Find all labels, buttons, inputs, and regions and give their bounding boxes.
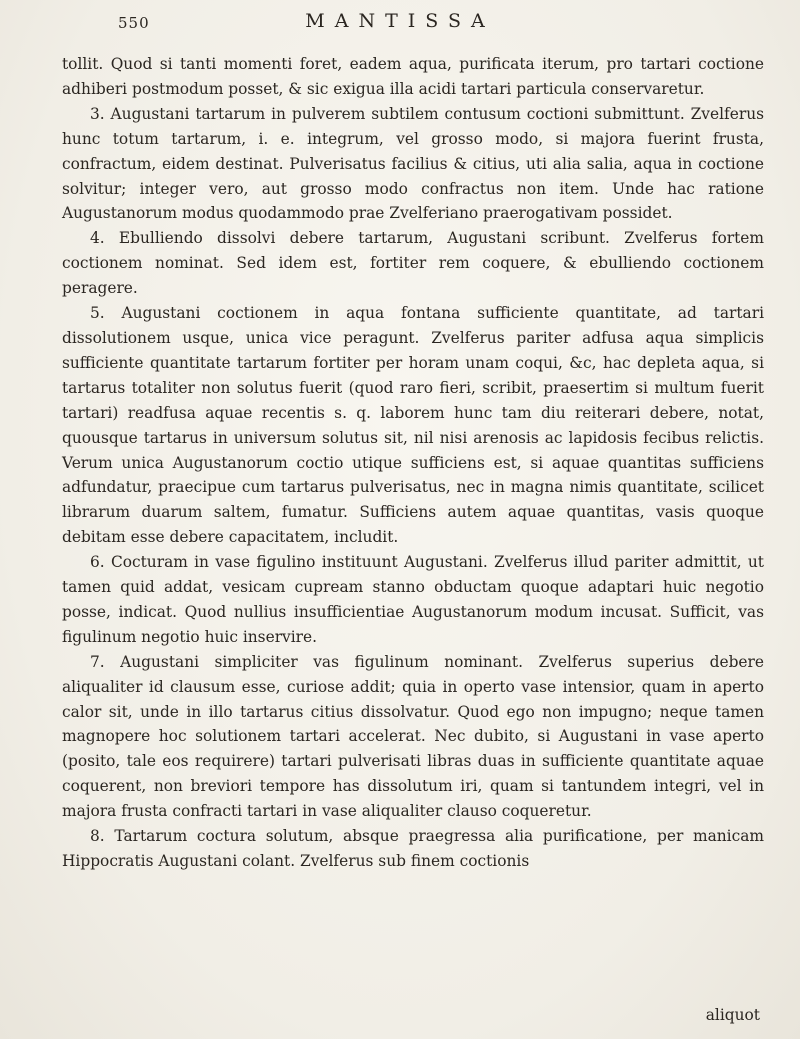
paragraph-8: 8. Tartarum coctura solutum, absque praegressa alia purificatione, per manicam Hippocratis Augustani colant. Zvelferus sub finem coctionis <box>62 827 764 870</box>
page-number: 550 <box>118 14 150 32</box>
paragraph-5: 5. Augustani coctionem in aqua fontana sufficiente quantitate, ad tartari dissolutionem usque, unica vice peragunt. Zvelferus pariter adfusa aqua simplicis sufficiente quantitate tartarum fortiter per horam unam coqui, &c, hac depleta aqua, si tartarus totaliter non solutus fuerit (quod raro fieri, scribit, praesertim si multum fuerit tartari) readfusa aquae recentis s. q. laborem hunc tam diu reiterari debere, notat, quousque tartarus in universum solutus sit, nil nisi arenosis ac lapidosis fecibus relictis. Verum unica Augustanorum coctio utique sufficiens est, si aquae quantitas sufficiens adfundatur, praecipue cum tartarus pulverisatus, nec in magna nimis quantitate, scilicet librarum duarum saltem, fumatur. Sufficiens autem aquae quantitas, vasis quoque debitam esse debere capacitatem, includit. <box>62 304 764 547</box>
paragraph-4: 4. Ebulliendo dissolvi debere tartarum, Augustani scribunt. Zvelferus fortem coctionem nominat. Sed idem est, fortiter rem coquere, & ebulliendo coctionem peragere. <box>62 229 764 298</box>
running-head: MANTISSA <box>305 10 495 32</box>
paragraph-7: 7. Augustani simpliciter vas figulinum nominant. Zvelferus superius debere aliqualiter id clausum esse, curiose addit; quia in operto vase intensior, quam in aperto calor sit, unde in illo tartarus citius dissolvatur. Quod ego non impugno; neque tamen magnopere hoc solutionem tartari accelerat. Nec dubito, si Augustani in vase aperto (posito, tale eos requirere) tartari pulverisati libras duas in sufficiente quantitate aquae coquerent, non breviori tempore has dissolutum iri, quam si tantundem integri, vel in majora frusta confracti tartari in vase aliqualiter clauso coqueretur. <box>62 652 764 821</box>
body-text <box>62 52 764 874</box>
paragraph-6: 6. Cocturam in vase figulino instituunt Augustani. Zvelferus illud pariter admittit, ut tamen quid addat, vesicam cupream stanno obductam quoque adaptari huic negotio posse, indicat. Quod nullius insufficientiae Augustanorum modum incusat. Sufficit, vas figulinum negotio huic inservire. <box>62 553 764 646</box>
paragraph-3: 3. Augustani tartarum in pulverem subtilem contusum coctioni submittunt. Zvelferus hunc totum tartarum, i. e. integrum, vel grosso modo, si majora fuerint frusta, confractum, eidem destinat. Pulverisatus facilius & citius, uti alia salia, aqua in coctione solvitur; integer vero, aut grosso modo confractus non item. Unde hac ratione Augustanorum modus quodammodo prae Zvelferiano praerogativam possidet. <box>62 104 764 223</box>
catchword: aliquot <box>705 1006 760 1024</box>
paragraph-continuation: tollit. Quod si tanti momenti foret, eadem aqua, purificata iterum, pro tartari coctione adhiberi postmodum posset, & sic exigua illa acidi tartari particula conservaretur. <box>62 55 764 98</box>
